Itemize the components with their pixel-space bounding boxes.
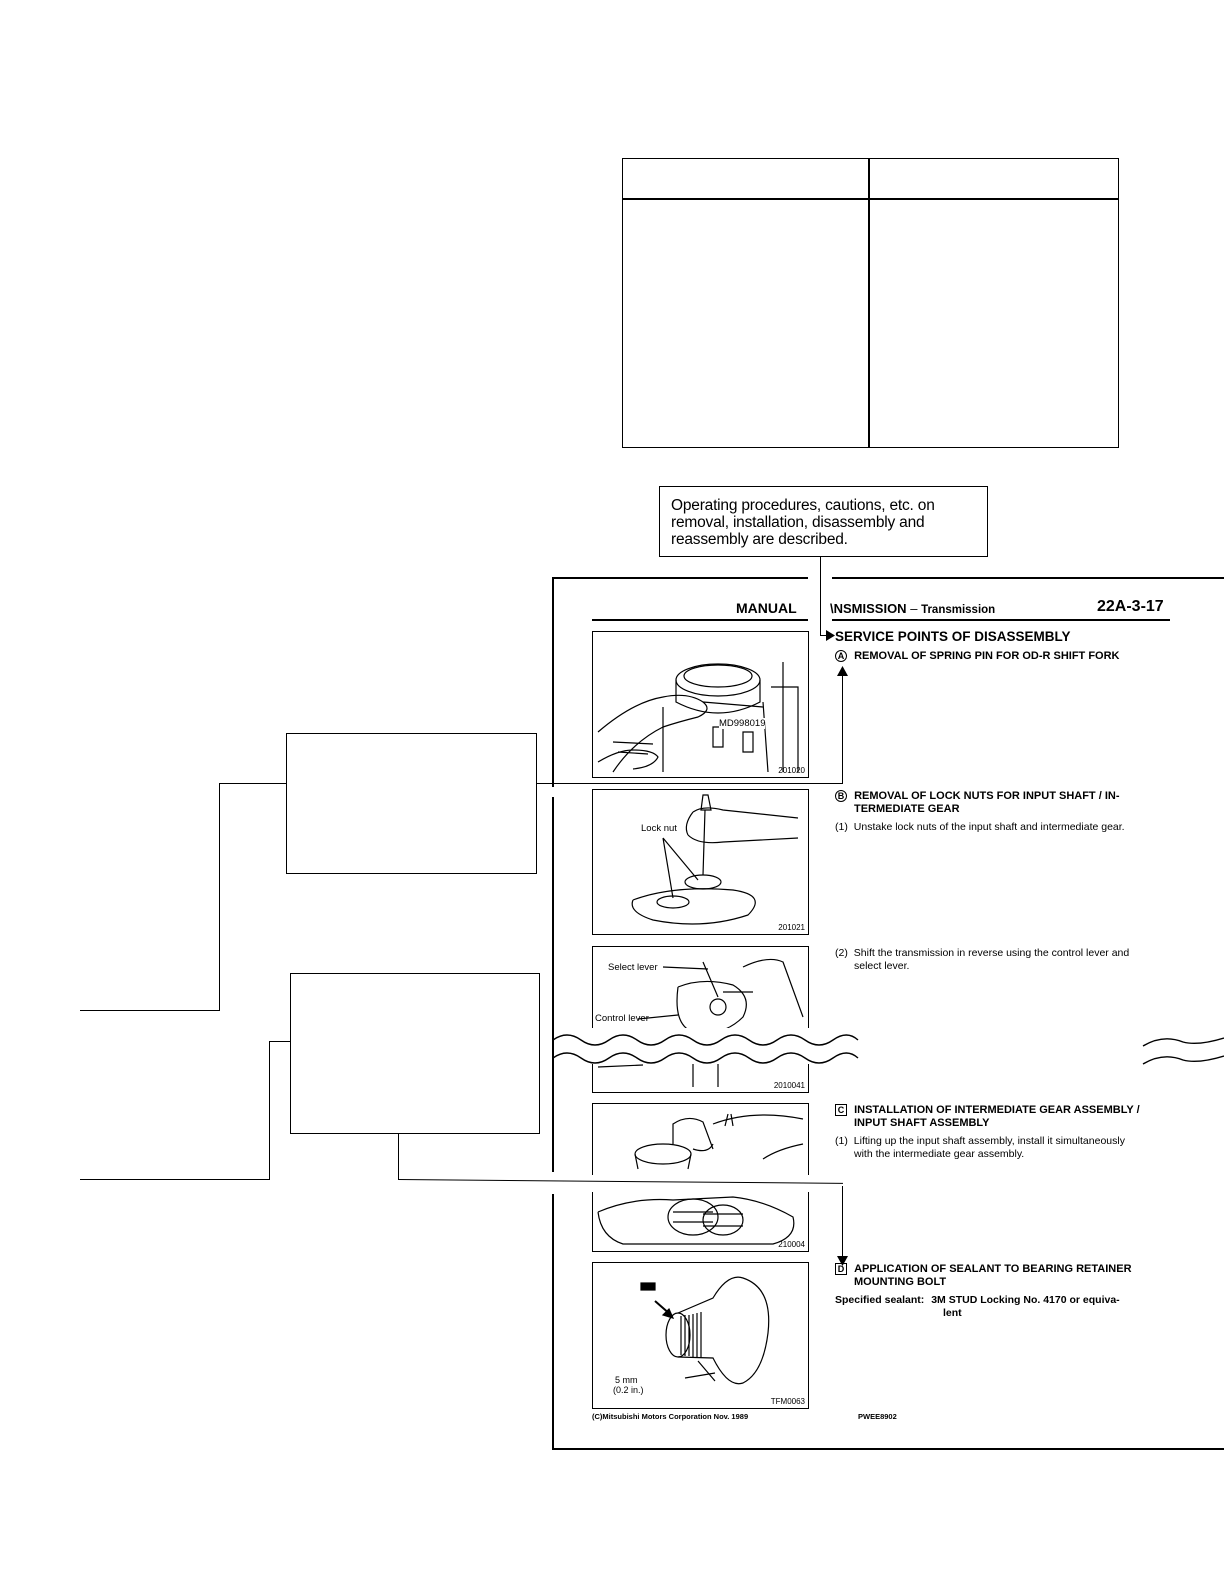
figure-2-code: 201021 (778, 923, 805, 932)
break-wave (553, 1028, 1224, 1068)
figure-5-drawing (593, 1192, 808, 1250)
figure-3-label-control: Control lever (595, 1013, 649, 1024)
section-b-step-1-text: Unstake lock nuts of the input shaft and intermediate gear. (853, 821, 1125, 833)
left-callout-upper (286, 733, 537, 874)
section-b-title-line2: TERMEDIATE GEAR (854, 802, 960, 815)
callout-text: Operating procedures, cautions, etc. on removal, installation, disassembly and reassembly are described. (671, 497, 935, 548)
section-a-mark: A (835, 650, 847, 662)
arrow-a-up (837, 666, 848, 676)
header-rule-right (832, 619, 1170, 621)
left-callout-lower (290, 973, 540, 1134)
page-frame-left-bottom (552, 1194, 554, 1449)
section-b-step-1-num: (1) (835, 821, 848, 833)
header-left: MANUAL (736, 600, 797, 616)
section-c-step-1-line1: Lifting up the input shaft assembly, install it simultaneously (853, 1135, 1125, 1147)
connector-lower-down (398, 1134, 399, 1180)
description-callout (659, 486, 988, 557)
connector-lower-left-v (269, 1041, 270, 1180)
figure-2-label: Lock nut (641, 823, 677, 834)
section-a-title: REMOVAL OF SPRING PIN FOR OD-R SHIFT FORK (854, 650, 1120, 662)
figure-1-code: 201020 (778, 766, 805, 775)
header-center (830, 601, 995, 616)
footer-right: PWEE8902 (858, 1412, 897, 1421)
figure-4-drawing (593, 1104, 808, 1175)
section-b-step-2-num: (2) (835, 947, 848, 959)
connector-d-down (842, 1186, 843, 1258)
top-table (622, 158, 1119, 448)
figure-2 (592, 789, 809, 935)
footer-left: (C)Mitsubishi Motors Corporation Nov. 1989 (592, 1412, 749, 1421)
section-c-mark: C (835, 1104, 847, 1116)
connector-upper-left-out (80, 1010, 220, 1011)
section-a (835, 650, 1120, 663)
figure-2-drawing (593, 790, 808, 934)
arrow-d-down (837, 1256, 848, 1266)
connector-lower-to-d (398, 1179, 843, 1184)
connector-lower-left-out (80, 1179, 270, 1180)
figure-4 (592, 1103, 809, 1175)
sealant-line2: lent (943, 1306, 962, 1319)
figure-1 (592, 631, 809, 778)
connector-upper-to-a (842, 674, 843, 784)
header-center-a: \NSMISSION (830, 601, 907, 616)
section-d-sealant (835, 1294, 1120, 1319)
section-d (835, 1263, 1132, 1288)
section-d-title-line1: APPLICATION OF SEALANT TO BEARING RETAINER (854, 1263, 1132, 1275)
sealant-label: Specified sealant: (835, 1294, 925, 1306)
section-b-step-2-line1: Shift the transmission in reverse using the control lever and (853, 947, 1130, 959)
page-frame-top-left (553, 577, 808, 579)
header-rule-left (592, 619, 808, 621)
section-c-title-line2: INPUT SHAFT ASSEMBLY (854, 1116, 990, 1129)
figure-1-label: MD998019 (719, 718, 766, 729)
connector-a-up-vertical (820, 557, 821, 635)
connector-upper-box-right (537, 783, 843, 784)
service-points-heading: SERVICE POINTS OF DISASSEMBLY (835, 629, 1071, 644)
figure-1-drawing (593, 632, 808, 777)
section-b (835, 790, 1119, 815)
page-frame-left-lower (552, 797, 554, 1172)
section-c-step-1-num: (1) (835, 1135, 848, 1147)
figure-3-code: 2010041 (773, 1081, 805, 1090)
top-table-column-divider (868, 158, 870, 448)
figure-5-code: 210004 (778, 1240, 805, 1249)
figure-3-label-select: Select lever (608, 962, 658, 973)
figure-6-dim: 5 mm (615, 1375, 638, 1385)
connector-upper-left-h (219, 783, 286, 784)
section-b-mark: B (835, 790, 847, 802)
figure-6-dim-in: (0.2 in.) (613, 1385, 644, 1395)
section-c-step-1-line2: with the intermediate gear assembly. (854, 1147, 1025, 1160)
section-c (835, 1104, 1140, 1129)
section-d-mark: D (835, 1263, 847, 1275)
arrow-a-right (826, 630, 836, 641)
top-table-header-divider (622, 198, 1119, 200)
header-center-b: Transmission (921, 604, 996, 616)
connector-upper-left-v (219, 783, 220, 1011)
sealant-line1: 3M STUD Locking No. 4170 or equiva- (931, 1294, 1120, 1306)
section-c-title-line1: INSTALLATION OF INTERMEDIATE GEAR ASSEMBLY / (854, 1104, 1140, 1116)
figure-6-code: TFM0063 (770, 1397, 805, 1406)
page-frame-bottom (552, 1448, 1224, 1450)
figure-5 (592, 1192, 809, 1252)
section-d-title-line2: MOUNTING BOLT (854, 1275, 947, 1288)
page-frame-top-right (832, 577, 1224, 579)
section-b-title-line1: REMOVAL OF LOCK NUTS FOR INPUT SHAFT / IN- (854, 790, 1120, 802)
section-b-step-2 (835, 947, 1129, 972)
page-number: 22A-3-17 (1097, 598, 1164, 615)
header-center-sep: – (910, 601, 918, 616)
connector-lower-left-h (269, 1041, 290, 1042)
section-b-step-1 (835, 821, 1125, 834)
section-b-step-2-line2: select lever. (854, 959, 910, 972)
figure-6 (592, 1262, 809, 1409)
figure-3 (592, 946, 809, 1093)
section-c-step-1 (835, 1135, 1125, 1160)
page-frame-left (552, 577, 554, 787)
